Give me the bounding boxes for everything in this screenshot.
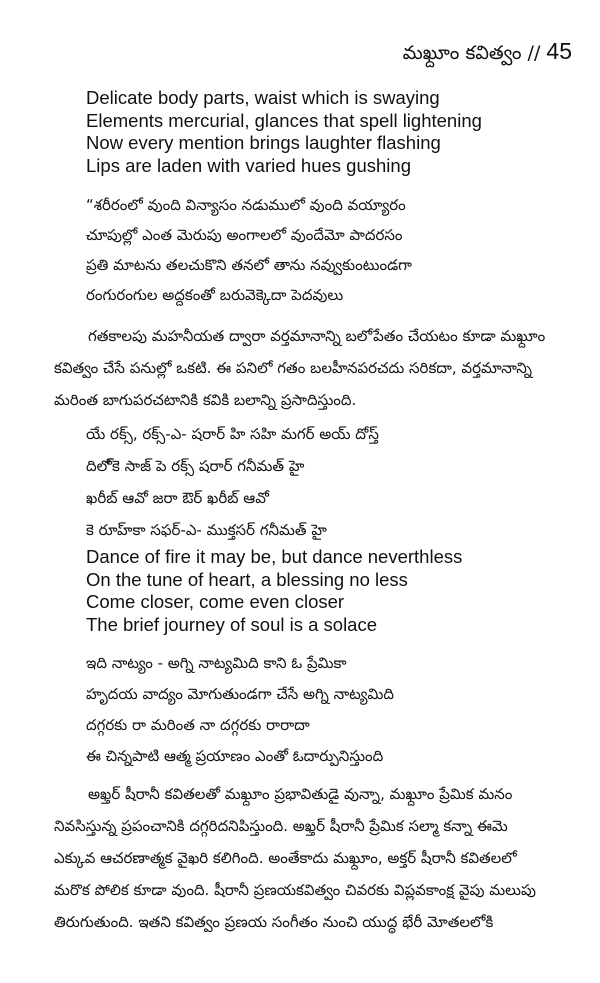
- verse-line: Now every mention brings laughter flashing: [86, 132, 441, 153]
- page-number: 45: [546, 38, 572, 64]
- verse-line: దిలో్‌కె సాజ్ పె రక్స్ షరార్ గనీమత్ హై: [86, 457, 305, 475]
- telugu-verse-1: [86, 190, 580, 310]
- verse-line: హృదయ వాద్యం మోగుతుండగా చేసే అగ్ని నాట్యమిది: [86, 685, 394, 703]
- paragraph-line: కవిత్వం చేసే పనుల్లో ఒకటి. ఈ పనిలో గతం బలహీనపరచదు సరికదా, వర్తమానాన్ని: [54, 359, 532, 377]
- telugu-verse-2: [86, 648, 580, 772]
- paragraph-1: [54, 320, 572, 416]
- verse-line: The brief journey of soul is a solace: [86, 613, 378, 635]
- verse-line: Delicate body parts, waist which is swaying: [86, 87, 440, 108]
- verse-line: రంగురంగుల అద్దకంతో బరువెక్కెదా పెదవులు: [86, 286, 344, 304]
- paragraph-line: గతకాలపు మహనీయత ద్వారా వర్తమానాన్ని బలోపేతం చేయటం కూడా మఖ్దూం: [88, 327, 546, 345]
- paragraph-line: ఎక్కువ ఆచరణాత్మక వైఖరి కలిగింది. అంతేకాదు మఖ్దూం, అక్తర్ షీరానీ కవితలలో: [54, 849, 517, 867]
- verse-line: యే రక్స్, రక్స్-ఎ- షరార్ హి సహి మగర్ అయ్ దోస్త్: [86, 425, 379, 443]
- header-separator: //: [521, 42, 547, 64]
- urdu-transliteration-verse: [86, 418, 580, 546]
- verse-line: దగ్గరకు రా మరింత నా దగ్గరకు రారాదా: [86, 716, 310, 734]
- verse-line: Elements mercurial, glances that spell lightening: [86, 109, 482, 131]
- paragraph-line: మరింత బాగుపరచటానికి కవికి బలాన్ని ప్రసాదిస్తుంది.: [54, 391, 357, 409]
- verse-line: ఇది నాట్యం - అగ్ని నాట్యమిది కాని ఓ ప్రేమికా: [86, 654, 347, 672]
- verse-line: కె రూహ్‌కా సఫర్-ఎ- ముక్తసర్ గనీమత్ హై: [86, 521, 327, 539]
- english-verse-1: [86, 87, 580, 177]
- verse-line: On the tune of heart, a blessing no less: [86, 568, 408, 590]
- verse-line: Dance of fire it may be, but dance neverthless: [86, 546, 463, 567]
- verse-line: Come closer, come even closer: [86, 591, 345, 612]
- verse-line: “శరీరంలో వుంది విన్యాసం నడుములో వుంది వయ్యారం: [86, 196, 406, 214]
- paragraph-line: తిరుగుతుంది. ఇతని కవిత్వం ప్రణయ సంగీతం నుంచి యుద్ధ భేరీ మోతలలోకి: [54, 913, 494, 931]
- running-header: [403, 38, 572, 69]
- verse-line: చూపుల్లో ఎంత మెరుపు అంగాలలో వుందేమో పాదరసం: [86, 226, 403, 244]
- english-verse-2: [86, 546, 580, 636]
- verse-line: ఖరీబ్ ఆవో జరా ఔర్ ఖరీబ్ ఆవో: [86, 489, 269, 507]
- verse-line: ఈ చిన్నపాటి ఆత్మ ప్రయాణం ఎంతో ఓదార్పునిస్తుంది: [86, 747, 384, 765]
- verse-line: Lips are laden with varied hues gushing: [86, 154, 411, 176]
- verse-line: ప్రతి మాటను తలచుకొని తనలో తాను నవ్వుకుంటుండగా: [86, 256, 412, 274]
- header-title: మఖ్దూం కవిత్వం: [402, 42, 522, 64]
- paragraph-2: [54, 778, 572, 938]
- paragraph-line: మరొక పోలిక కూడా వుంది. షీరానీ ప్రణయకవిత్వం చివరకు విప్లవకాంక్ష వైపు మలుపు: [54, 881, 536, 899]
- paragraph-line: నివసిస్తున్న ప్రపంచానికి దగ్గరిదనిపిస్తుంది. అఖ్తర్ షీరానీ ప్రేమిక సల్మా కన్నా ఈమె: [54, 817, 508, 835]
- paragraph-line: అఖ్తర్ షీరానీ కవితలతో మఖ్దూం ప్రభావితుడై వున్నా, మఖ్దూం ప్రేమిక మనం: [88, 785, 513, 803]
